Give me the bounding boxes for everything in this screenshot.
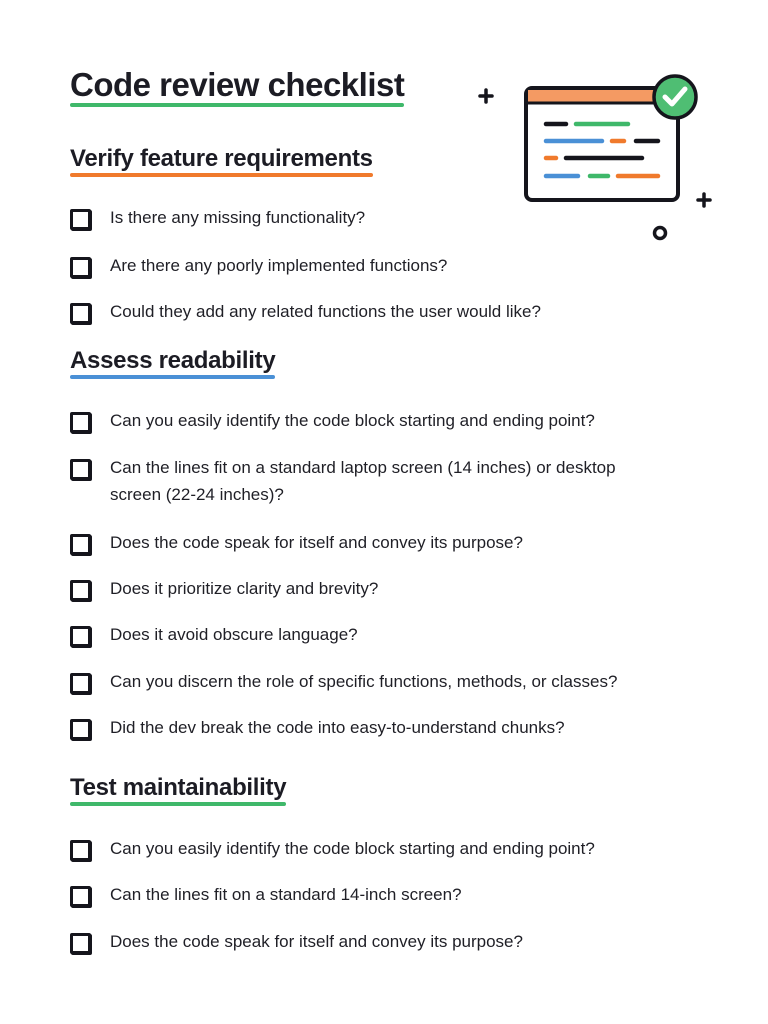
checklist-item — [70, 533, 670, 556]
checkbox[interactable] — [70, 886, 91, 907]
section-heading-wrap — [70, 144, 373, 174]
page-title-underline — [70, 103, 404, 107]
checklist-item-text: Does it prioritize clarity and brevity? — [110, 579, 379, 598]
checklist-item — [70, 579, 670, 602]
page-title-wrap — [70, 66, 404, 104]
checklist-item — [70, 672, 670, 695]
section-heading-text: Test maintainability — [70, 774, 287, 801]
checkbox[interactable] — [70, 257, 91, 278]
checkbox[interactable] — [70, 673, 91, 694]
checklist-item-text: Can you discern the role of specific functions, methods, or classes? — [110, 672, 618, 691]
checkbox[interactable] — [70, 534, 91, 555]
checkbox[interactable] — [70, 412, 91, 433]
section-heading-wrap — [70, 773, 286, 803]
checkbox[interactable] — [70, 303, 91, 324]
section-underline — [70, 802, 286, 806]
checklist-item — [70, 302, 670, 325]
section-heading-text: Assess readability — [70, 347, 276, 374]
checkbox[interactable] — [70, 626, 91, 647]
checklist-item-text: Can you easily identify the code block starting and ending point? — [110, 411, 595, 430]
checklist-item-text: Does the code speak for itself and convey its purpose? — [110, 932, 523, 951]
section-heading-verify — [70, 144, 373, 174]
checklist-item-text: Can the lines fit on a standard laptop screen (14 inches) or desktop screen (22-24 inches)? — [110, 458, 616, 504]
checklist-item-text: Can you easily identify the code block starting and ending point? — [110, 839, 595, 858]
checklist-item — [70, 932, 670, 955]
checklist-item — [70, 839, 670, 862]
checklist-item — [70, 411, 670, 434]
checkbox[interactable] — [70, 933, 91, 954]
checklist-item-text: Is there any missing functionality? — [110, 208, 366, 227]
section-heading-maintainability — [70, 773, 286, 803]
checklist-item — [70, 625, 670, 648]
section-underline — [70, 173, 373, 177]
checklist-item-text: Does it avoid obscure language? — [110, 625, 358, 644]
plus-icon — [480, 90, 492, 102]
checklist-item — [70, 885, 670, 908]
section-heading-wrap — [70, 346, 275, 376]
checklist-item — [70, 256, 670, 279]
checklist-item — [70, 208, 670, 231]
section-underline — [70, 375, 275, 379]
checklist-item-text: Could they add any related functions the user would like? — [110, 302, 541, 321]
checkbox[interactable] — [70, 209, 91, 230]
checkbox[interactable] — [70, 719, 91, 740]
checklist-item — [70, 718, 670, 741]
section-heading-text: Verify feature requirements — [70, 145, 373, 172]
checkbox[interactable] — [70, 459, 91, 480]
page-title-text: Code review checklist — [70, 66, 405, 103]
checkbox[interactable] — [70, 840, 91, 861]
section-heading-readability — [70, 346, 275, 376]
checklist-item-text: Does the code speak for itself and convey its purpose? — [110, 533, 523, 552]
page-title — [70, 66, 404, 104]
checklist-item-text: Are there any poorly implemented functions? — [110, 256, 448, 275]
checkbox[interactable] — [70, 580, 91, 601]
plus-icon — [698, 194, 710, 206]
checklist-item-text: Did the dev break the code into easy-to-understand chunks? — [110, 718, 565, 737]
checklist-item — [70, 458, 670, 508]
checklist-item-text: Can the lines fit on a standard 14-inch screen? — [110, 885, 462, 904]
